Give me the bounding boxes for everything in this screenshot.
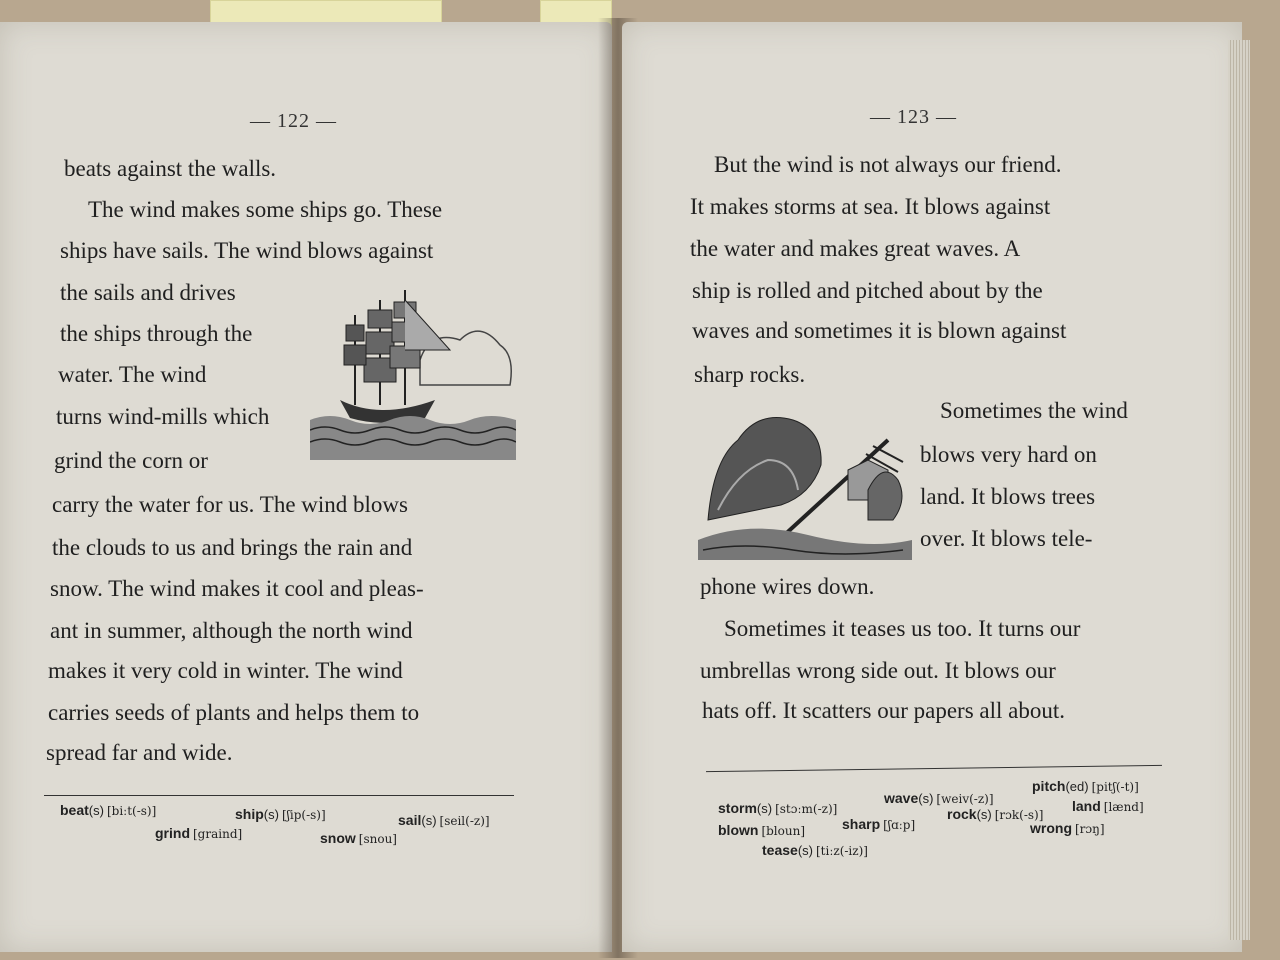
- vocab-word: wave: [884, 790, 919, 806]
- vocab-entry: [1030, 820, 1105, 836]
- text-line: It makes storms at sea. It blows against: [690, 194, 1051, 219]
- vocab-suffix: (s): [797, 843, 813, 858]
- vocab-word: rock: [947, 806, 977, 822]
- vocab-word: beat: [60, 802, 89, 818]
- vocab-entry: [718, 822, 805, 838]
- vocab-suffix: (s): [756, 801, 773, 816]
- vocab-phonetic: [bloun]: [761, 824, 806, 838]
- vocab-entry: [947, 806, 1043, 822]
- vocab-word: land: [1072, 798, 1101, 814]
- vocab-entry: [718, 800, 837, 816]
- vocab-entry: [884, 790, 994, 806]
- text-line: carries seeds of plants and helps them to: [48, 700, 420, 725]
- vocab-phonetic: [rɔk(-s)]: [994, 808, 1044, 822]
- vocab-word: blown: [718, 822, 759, 838]
- text-line: ant in summer, although the north wind: [50, 618, 413, 643]
- text-line: sharp rocks.: [694, 362, 806, 387]
- text-line: phone wires down.: [700, 574, 875, 599]
- divider: [706, 765, 1162, 772]
- text-line: spread far and wide.: [46, 740, 233, 765]
- vocab-phonetic: [stɔːm(-z)]: [775, 802, 838, 816]
- vocab-phonetic: [snou]: [358, 832, 397, 846]
- vocab-word: ship: [235, 806, 264, 822]
- vocab-suffix: (s): [263, 807, 279, 822]
- vocab-entry: [1032, 778, 1139, 794]
- vocab-word: sharp: [842, 816, 881, 832]
- vocab-phonetic: [seil(-z)]: [439, 814, 490, 828]
- vocab-suffix: (s): [421, 813, 437, 828]
- vocab-word: storm: [718, 800, 757, 816]
- text-line: waves and sometimes it is blown against: [692, 318, 1067, 343]
- vocab-word: grind: [155, 825, 190, 841]
- text-line: turns wind-mills which: [56, 404, 270, 429]
- vocab-entry: [320, 830, 397, 846]
- vocab-entry: [155, 825, 242, 841]
- vocab-phonetic: [rɔŋ]: [1075, 822, 1105, 836]
- vocab-phonetic: [lænd]: [1103, 800, 1144, 814]
- text-line: water. The wind: [58, 362, 207, 387]
- vocab-suffix: (s): [88, 803, 104, 818]
- divider: [44, 795, 514, 796]
- text-line: Sometimes it teases us too. It turns our: [724, 616, 1081, 641]
- vocab-entry: [235, 806, 326, 822]
- vocab-phonetic: [ʃɑːp]: [883, 818, 916, 832]
- vocab-suffix: (s): [976, 807, 992, 822]
- vocab-phonetic: [tiːz(-iz)]: [815, 844, 868, 858]
- vocab-word: wrong: [1030, 820, 1072, 836]
- right-page: [622, 22, 1242, 952]
- vocab-phonetic: [biːt(-s)]: [106, 804, 157, 818]
- text-line: the ships through the: [60, 321, 253, 346]
- sailing-ship-icon: [310, 280, 516, 460]
- text-line: carry the water for us. The wind blows: [52, 492, 408, 517]
- vocab-entry: [60, 802, 156, 818]
- text-line: ships have sails. The wind blows against: [60, 238, 434, 263]
- text-line: snow. The wind makes it cool and pleas-: [50, 576, 424, 601]
- text-line: over. It blows tele-: [920, 526, 1093, 551]
- vocab-phonetic: [ʃip(-s)]: [281, 808, 326, 822]
- text-line: the clouds to us and brings the rain and: [52, 535, 413, 560]
- vocab-entry: [842, 816, 915, 832]
- text-line: makes it very cold in winter. The wind: [48, 658, 403, 683]
- text-line: hats off. It scatters our papers all about.: [702, 698, 1065, 723]
- text-line: The wind makes some ships go. These: [88, 197, 443, 222]
- vocab-entry: [1072, 798, 1144, 814]
- text-line: But the wind is not always our friend.: [714, 152, 1062, 177]
- vocab-suffix: (ed): [1065, 779, 1089, 794]
- text-line: land. It blows trees: [920, 484, 1096, 509]
- text-line: the sails and drives: [60, 280, 236, 305]
- text-line: Sometimes the wind: [940, 398, 1128, 423]
- vocab-phonetic: [weiv(-z)]: [936, 792, 994, 806]
- page-number: — 123 —: [870, 106, 957, 128]
- vocab-word: tease: [762, 842, 798, 858]
- vocab-phonetic: [graind]: [193, 827, 243, 841]
- vocab-entry: [398, 812, 490, 828]
- vocab-word: snow: [320, 830, 356, 846]
- text-line: umbrellas wrong side out. It blows our: [700, 658, 1056, 683]
- vocab-word: pitch: [1032, 778, 1066, 794]
- text-line: beats against the walls.: [64, 156, 277, 181]
- vocab-suffix: (s): [918, 791, 934, 806]
- storm-fallen-pole-icon: [698, 400, 912, 560]
- vocab-entry: [762, 842, 868, 858]
- left-page: [0, 22, 612, 952]
- vocab-word: sail: [398, 812, 422, 828]
- page-edges: [1228, 40, 1250, 940]
- text-line: the water and makes great waves. A: [690, 236, 1021, 261]
- page-number: — 122 —: [250, 110, 337, 132]
- text-line: blows very hard on: [920, 442, 1097, 467]
- vocab-phonetic: [pitʃ(-t)]: [1091, 780, 1139, 794]
- text-line: ship is rolled and pitched about by the: [692, 278, 1043, 303]
- text-line: grind the corn or: [54, 448, 208, 473]
